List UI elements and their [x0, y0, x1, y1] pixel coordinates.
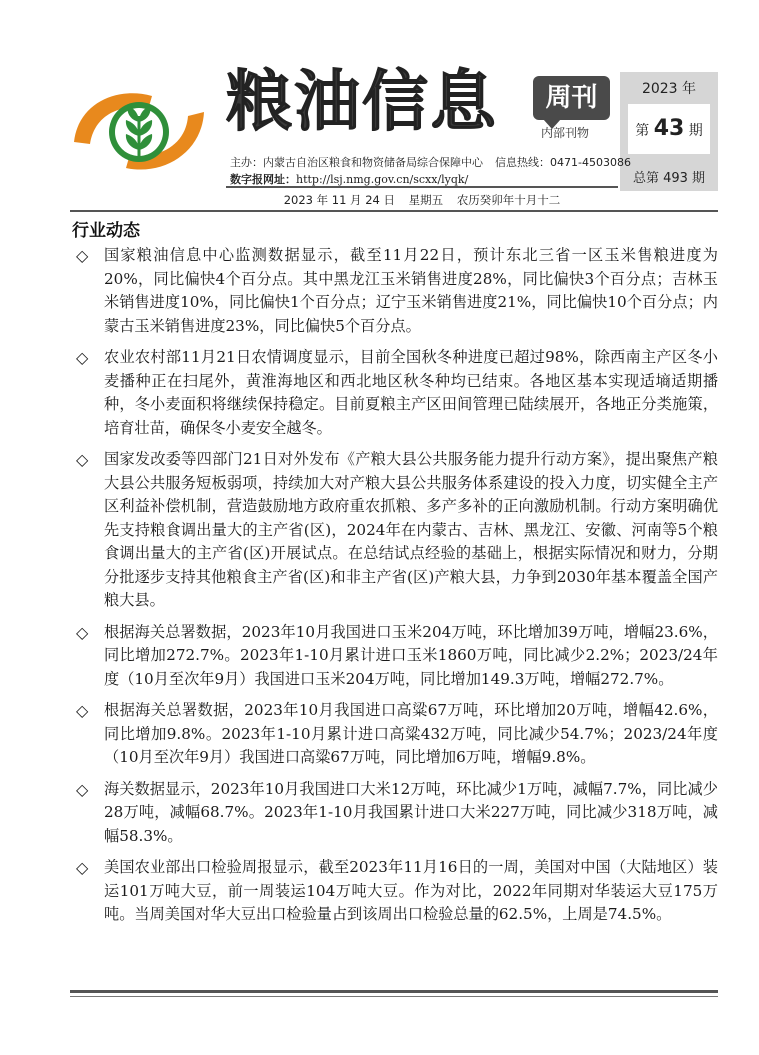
news-text: 国家粮油信息中心监测数据显示，截至11月22日，预计东北三省一区玉米售粮进度为20%，同比偏快4个百分点。其中黑龙江玉米销售进度28%，同比偏快3个百分点；吉林玉米销售进度10%，同比偏快1个百分点；辽宁玉米销售进度21%，同比偏快10个百分点；内蒙古玉米销售进度23%，同比偏快5个百分点。	[104, 246, 718, 335]
list-item	[72, 448, 718, 613]
issue-prefix: 第	[635, 123, 650, 139]
footer-divider	[70, 990, 718, 993]
section-divider	[70, 210, 718, 212]
list-item	[72, 346, 718, 440]
date-line	[226, 192, 618, 208]
total-issue: 总第 493 期	[632, 171, 706, 186]
news-text: 美国农业部出口检验周报显示，截至2023年11月16日的一周，美国对中国（大陆地区）装运101万吨大豆，前一周装运104万吨大豆。作为对比，2022年同期对华装运大豆175万吨。当周美国对华大豆出口检验量占到该周出口检验总量的62.5%，上周是74.5%。	[104, 858, 718, 923]
publication-logo	[68, 82, 210, 178]
issue-year: 2023 年	[641, 81, 697, 97]
weekday: 星期五	[408, 193, 444, 207]
list-item	[72, 621, 718, 692]
list-item	[72, 778, 718, 849]
diamond-bullet-icon: ◇	[76, 450, 89, 469]
diamond-bullet-icon: ◇	[76, 858, 89, 877]
diamond-bullet-icon: ◇	[76, 701, 89, 720]
issue-suffix: 期	[688, 123, 703, 139]
diamond-bullet-icon: ◇	[76, 622, 89, 642]
issue-number: 43	[653, 116, 685, 141]
issue-number-box	[628, 104, 710, 154]
website-url[interactable]: http://lsj.nmg.gov.cn/scxx/lyqk/	[296, 173, 469, 186]
lunar-date: 农历癸卯年十月十二	[456, 193, 561, 207]
news-text: 农业农村部11月21日农情调度显示，目前全国秋冬种进度已超过98%，除西南主产区冬小麦播种正在扫尾外，黄淮海地区和西北地区秋冬种均已结束。各地区基本实现适墒适期播种，冬小麦面积将继续保持稳定。目前夏粮主产区田间管理已陆续展开，各地正分类施策，培育壮苗，确保冬小麦安全越冬。	[104, 348, 718, 437]
diamond-bullet-icon: ◇	[76, 246, 89, 265]
footer-divider-thin	[70, 996, 718, 997]
list-item	[72, 856, 718, 927]
list-item	[72, 244, 718, 338]
website-label: 数字报网址：	[230, 173, 296, 186]
news-text: 根据海关总署数据，2023年10月我国进口玉米204万吨，环比增加39万吨，增幅23.6%，同比增加272.7%。2023年1-10月累计进口玉米1860万吨，同比减少2.2%；2023/24年度（10月至次年9月）我国进口玉米204万吨，同比增加149.3万吨，增幅272.7%。	[104, 622, 718, 688]
diamond-bullet-icon: ◇	[76, 779, 89, 799]
list-item	[72, 699, 718, 770]
internal-publication-label: 内部刊物	[541, 126, 590, 140]
header-divider	[226, 186, 618, 188]
masthead-title: 粮油信息	[226, 63, 498, 140]
sponsor: 主办：内蒙古自治区粮食和物资储备局综合保障中心	[230, 156, 483, 169]
news-text: 海关数据显示，2023年10月我国进口大米12万吨，环比减少1万吨，减幅7.7%，同比减少28万吨，减幅68.7%。2023年1-10月我国累计进口大米227万吨，同比减少318万吨，减幅58.3%。	[104, 779, 718, 845]
section-title: 行业动态	[72, 221, 140, 241]
hotline: 信息热线：0471-4503086	[495, 156, 631, 169]
diamond-bullet-icon: ◇	[76, 348, 89, 367]
weekly-badge: 周刊	[533, 76, 610, 120]
news-text: 国家发改委等四部门21日对外发布《产粮大县公共服务能力提升行动方案》，提出聚焦产粮大县公共服务短板弱项，持续加大对产粮大县公共服务体系建设的投入力度，切实健全主产区利益补偿机制，营造鼓励地方政府重农抓粮、多产多补的正向激励机制。行动方案明确优先支持粮食调出量大的主产省(区)，2024年在内蒙古、吉林、黑龙江、安徽、河南等5个粮食调出量大的主产省(区)开展试点。在总结试点经验的基础上，根据实际情况和财力，分期分批逐步支持其他粮食主产省(区)和非主产省(区)产粮大县，力争到2030年基本覆盖全国产粮大县。	[104, 450, 718, 609]
sponsor-line	[230, 154, 631, 170]
website-line	[230, 171, 468, 187]
news-text: 根据海关总署数据，2023年10月我国进口高粱67万吨，环比增加20万吨，增幅42.6%，同比增加9.8%。2023年1-10月累计进口高粱432万吨，同比减少54.7%；2023/24年度（10月至次年9月）我国进口高粱67万吨，同比增加6万吨，增幅9.8%。	[104, 701, 718, 766]
news-list	[72, 244, 718, 935]
publication-date: 2023 年 11 月 24 日	[283, 193, 395, 207]
issue-panel	[620, 72, 718, 191]
